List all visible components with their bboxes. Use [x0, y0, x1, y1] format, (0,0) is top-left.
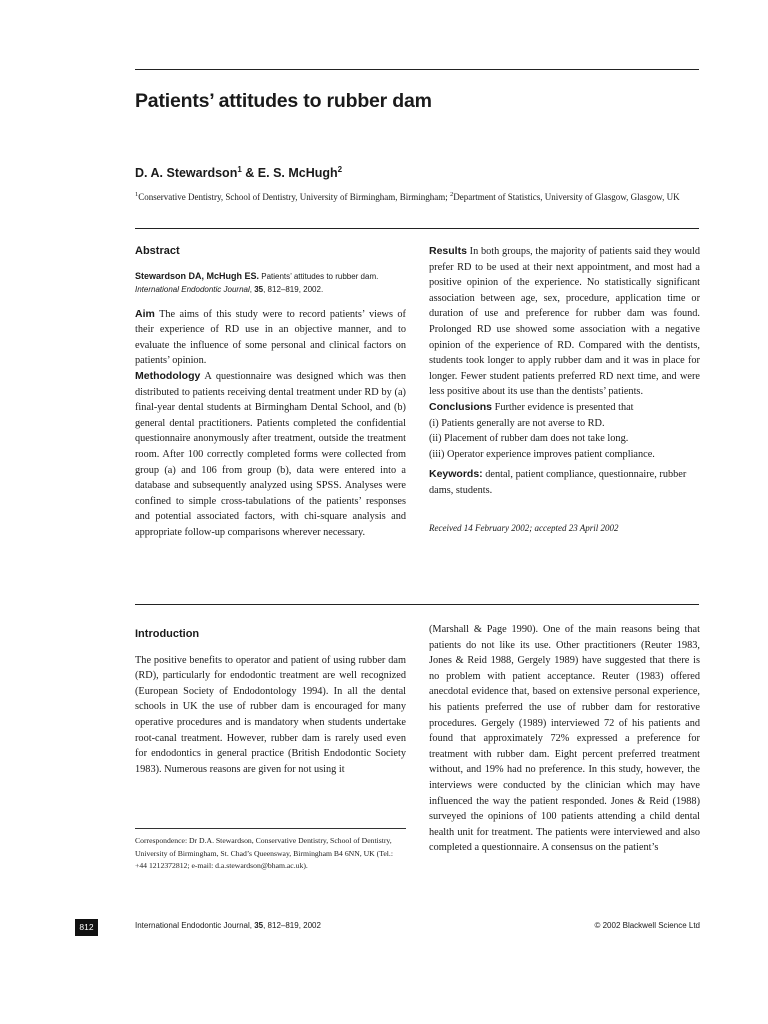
conclusions-label: Conclusions	[429, 400, 493, 413]
body-left-column	[135, 627, 406, 777]
conclusion-item: (iii) Operator experience improves patient compliance.	[429, 448, 655, 460]
footer-pages: , 812–819, 2002	[263, 921, 321, 930]
affiliations	[135, 188, 695, 204]
received-dates: Received 14 February 2002; accepted 23 April 2002	[429, 522, 619, 533]
authors-line	[135, 165, 342, 180]
affiliation-text: Conservative Dentistry, School of Dentistry, University of Birmingham, Birmingham;	[138, 192, 451, 202]
aim-label: Aim	[135, 307, 155, 320]
affil-marker: 1	[135, 191, 139, 198]
affiliation-text: Department of Statistics, University of Glasgow, Glasgow, UK	[453, 192, 680, 202]
results-text: In both groups, the majority of patients said they would prefer RD to be used at their next appointment, and most had a positive opinion of the experience. No statistically significant association between age, sex, procedure, application time or duration of use and preference for rubber dam was found. Prolonged RD use showed some association with a negative opinion of the experience of RD. Compared with the dentists, students took longer to apply rubber dam and it was in place for longer. Fewer student patients preferred RD next time, and were less positive about its use than the dentists’ patients.	[429, 246, 700, 398]
affil-marker: 2	[450, 191, 454, 198]
citation-authors: Stewardson DA, McHugh ES.	[135, 270, 260, 281]
keywords-paragraph	[429, 467, 700, 498]
keywords-text: dental, patient compliance, questionnaire, rubber dams, students.	[429, 469, 687, 496]
correspondence-footnote: Correspondence: Dr D.A. Stewardson, Conservative Dentistry, School of Dentistry, University of Birmingham, St. Chad’s Queensway, Birmingham B4 6NN, UK (Tel.: +44 1212372812; e-mail: d.a.stewardson@bham.ac.uk).	[135, 836, 393, 870]
author-affil-marker: 1	[237, 165, 242, 174]
citation-journal: International Endodontic Journal	[135, 284, 250, 294]
page-number-badge: 812	[75, 919, 98, 936]
intro-continuation-paragraph: (Marshall & Page 1990). One of the main reasons being that patients do not like its use. Other practitioners (Reuter 1983, Jones & Reid 1988, Gergely 1989) have suggested that there is no problem with patient acceptance. Reuter (1983) offered anecdotal evidence that, based on extensive personal experience, his patients preferred the use of rubber dam for restorative procedures. Gergely (1989) interviewed 72 of his patients and found that approximately 72% expressed a preference for treatment with rubber dam. Eight percent preferred treatment without, and 19% had no preference. In this study, however, the interviews were conducted by the clinician which may have influenced the way the patient responded. Jones & Reid (1988) surveyed the opinions of 100 patients attending a child dental health unit for treatment. The patients were interviewed and also completed a questionnaire. A consensus on the patient’s	[429, 624, 700, 854]
methodology-label: Methodology	[135, 369, 201, 382]
article-title: Patients’ attitudes to rubber dam	[135, 90, 432, 112]
top-rule	[135, 69, 699, 70]
conclusion-item: (i) Patients generally are not averse to RD.	[429, 417, 605, 429]
footnote-rule	[135, 828, 406, 829]
citation-volume: 35	[254, 284, 264, 294]
abstract-left-column	[135, 244, 406, 541]
citation-title: Patients’ attitudes to rubber dam.	[259, 271, 379, 281]
aim-text: The aims of this study were to record patients’ views of their experience of RD use in an objective manner, and to evaluate the influence of some personal and clinical factors on patients’ opinion.	[135, 308, 406, 367]
author-affil-marker: 2	[337, 165, 343, 174]
footer-journal-citation	[135, 921, 321, 930]
aim-paragraph	[135, 307, 406, 369]
abstract-top-rule	[135, 228, 699, 229]
results-paragraph	[429, 244, 700, 400]
author-separator: &	[241, 166, 258, 181]
author-name: E. S. McHugh	[257, 166, 338, 181]
methodology-text: A questionnaire was designed which was then distributed to patients receiving dental treatment under RD by (a) final-year dental students at Birmingham Dental School, and (b) general dental practitioners. Patients completed the confidential questionnaire anonymously after treatment, outside the treatment room. After 100 correctly completed forms were collected from group (a) and 106 from group (b), data were entered into a database and subsequently analyzed using SPSS. Analyses were confined to simple cross-tabulations of the patients’ responses and potential associated factors, with chi-square analysis and appropriate follow-up comparisons wherever necessary.	[135, 370, 406, 538]
footer-journal: International Endodontic Journal,	[135, 921, 255, 930]
abstract-heading: Abstract	[135, 245, 180, 257]
conclusions-text: Further evidence is presented that	[492, 401, 634, 413]
citation-pages: , 812–819, 2002.	[263, 284, 324, 294]
conclusions-paragraph	[429, 400, 700, 416]
results-label: Results	[429, 245, 467, 257]
author-name: D. A. Stewardson	[135, 166, 238, 181]
intro-paragraph: The positive benefits to operator and patient of using rubber dam (RD), particularly for endodontic treatment are well recognized (European Society of Endodontology 1994). In all the dental schools in UK the use of rubber dam is encouraged for many operative procedures and is mandatory when students undertake root-canal treatment. However, rubber dam is rarely used even for endodontics in general practice (British Endodontic Society 1983). Numerous reasons are given for not using it	[135, 654, 406, 775]
citation: Stewardson DA, McHugh ES. Patients’ attitudes to rubber dam. International Endodontic Journal, 35, 812–819, 2002.	[135, 270, 379, 294]
introduction-heading: Introduction	[135, 628, 200, 640]
footer-volume: 35	[254, 921, 264, 930]
abstract-bottom-rule	[135, 604, 699, 605]
methodology-paragraph	[135, 369, 406, 541]
body-right-column	[429, 622, 700, 856]
abstract-right-column	[429, 244, 700, 536]
footer-copyright: © 2002 Blackwell Science Ltd	[594, 921, 700, 930]
conclusion-item: (ii) Placement of rubber dam does not take long.	[429, 433, 629, 445]
keywords-label: Keywords:	[429, 468, 483, 481]
